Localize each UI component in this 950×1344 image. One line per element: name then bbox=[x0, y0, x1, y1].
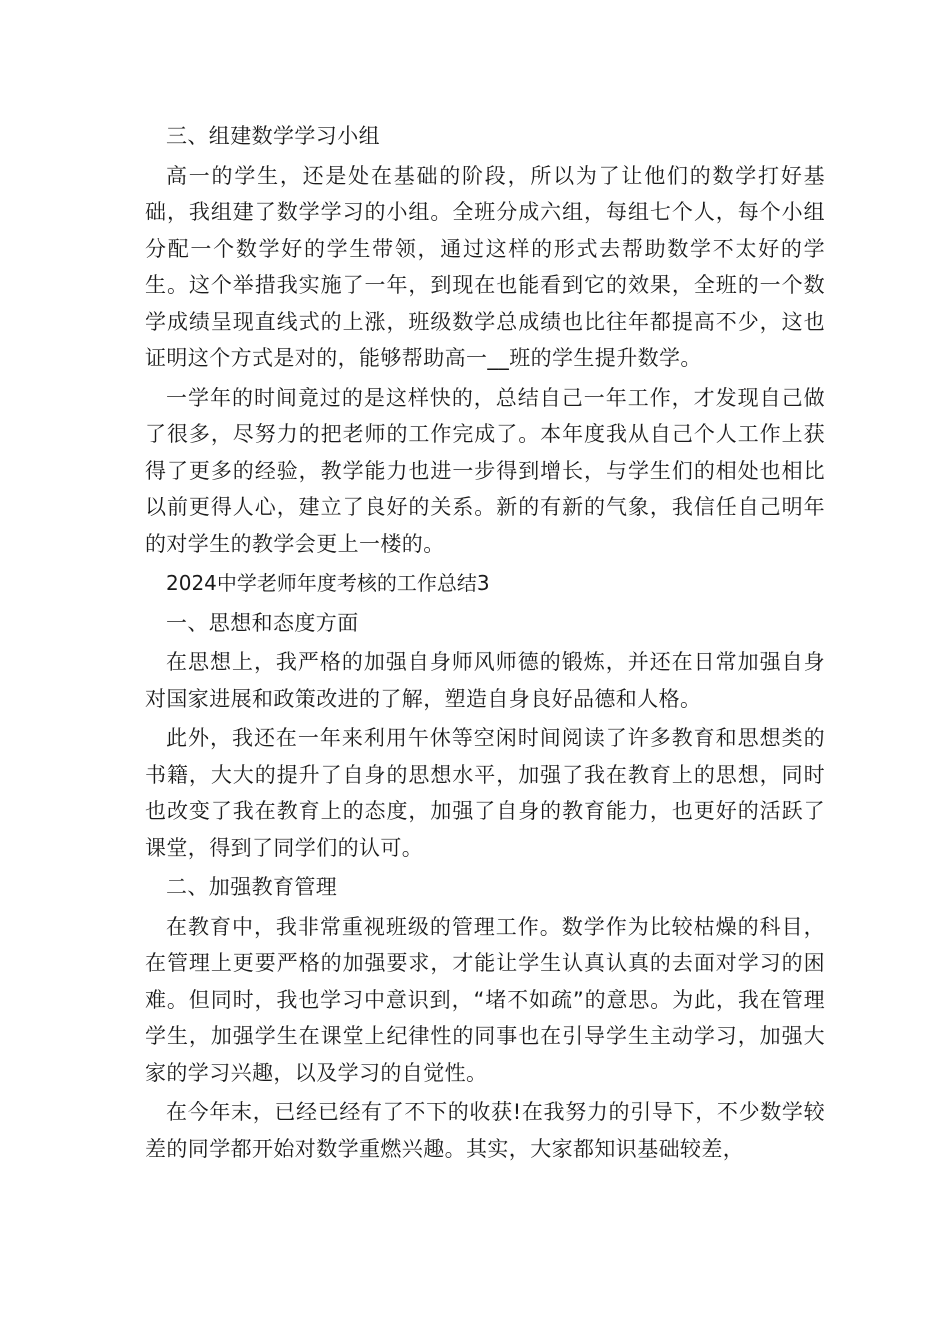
article-title-3: 2024中学老师年度考核的工作总结3 bbox=[166, 571, 490, 595]
paragraph-study-group: 高一的学生，还是处在基础的阶段，所以为了让他们的数学打好基础，我组建了数学学习的小组。全班分成六组，每组七个人，每个小组分配一个数学好的学生带领，通过这样的形式去帮助数学不太好的学生。这个举措我实施了一年，到现在也能看到它的效果，全班的一个数学成绩呈现直线式的上涨，班级数学总成绩也比往年都提高不少，这也证明这个方式是对的，能够帮助高一__班的学生提升数学。 bbox=[145, 163, 825, 370]
section-heading-study-group: 三、组建数学学习小组 bbox=[166, 124, 380, 148]
paragraph-management-2: 在今年末，已经已经有了不下的收获!在我努力的引导下，不少数学较差的同学都开始对数学重燃兴趣。其实，大家都知识基础较差， bbox=[145, 1100, 825, 1161]
paragraph-thought-1: 在思想上，我严格的加强自身师风师德的锻炼，并还在日常加强自身对国家进展和政策改进的了解，塑造自身良好品德和人格。 bbox=[145, 650, 825, 711]
section-heading-management: 二、加强教育管理 bbox=[166, 875, 338, 899]
section-heading-thought-attitude: 一、思想和态度方面 bbox=[166, 610, 359, 635]
document-body bbox=[145, 118, 825, 1170]
paragraph-management-1: 在教育中，我非常重视班级的管理工作。数学作为比较枯燥的科目，在管理上更要严格的加强要求，才能让学生认真认真的去面对学习的困难。但同时，我也学习中意识到，“堵不如疏”的意思。为此，我在管理学生，加强学生在课堂上纪律性的同事也在引导学生主动学习，加强大家的学习兴趣，以及学习的自觉性。 bbox=[145, 914, 825, 1085]
paragraph-thought-2: 此外，我还在一年来利用午休等空闲时间阅读了许多教育和思想类的书籍，大大的提升了自身的思想水平，加强了我在教育上的思想，同时也改变了我在教育上的态度，加强了自身的教育能力，也更好的活跃了课堂，得到了同学们的认可。 bbox=[145, 726, 825, 860]
paragraph-year-summary: 一学年的时间竟过的是这样快的，总结自己一年工作，才发现自己做了很多，尽努力的把老师的工作完成了。本年度我从自己个人工作上获得了更多的经验，教学能力也进一步得到增长，与学生们的相处也相比以前更得人心，建立了良好的关系。新的有新的气象，我信任自己明年的对学生的教学会更上一楼的。 bbox=[145, 385, 825, 556]
